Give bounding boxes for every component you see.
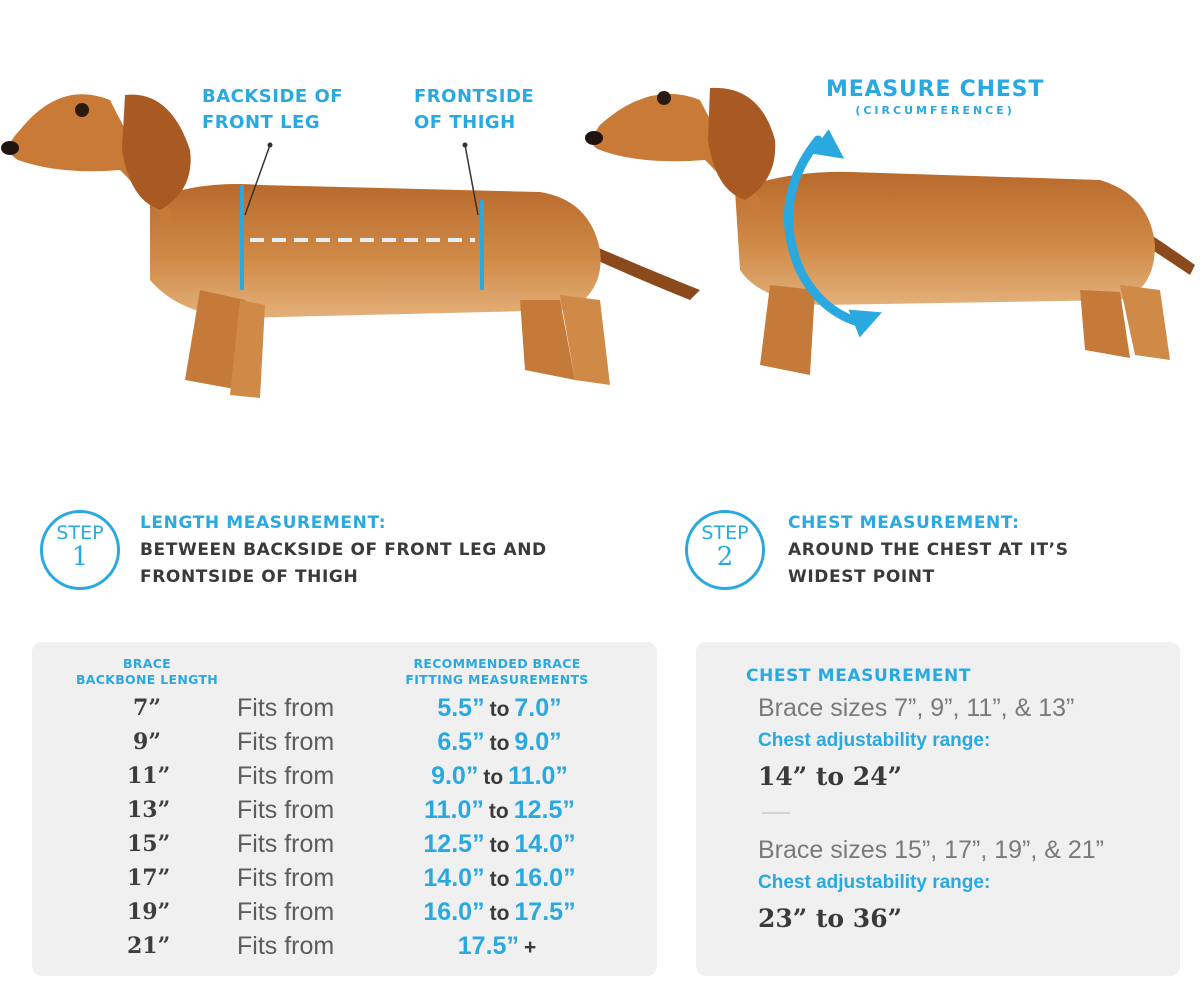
fit-range: [382, 898, 617, 927]
range-connector: to: [489, 732, 510, 755]
range-to: 16.0”: [514, 864, 576, 892]
brace-size: 11”: [127, 763, 171, 789]
step-word: STEP: [701, 522, 749, 544]
chest-group-1-sizes: Brace sizes 7”, 9”, 11”, & 13”: [758, 694, 1075, 722]
dachshund-right: [585, 88, 1195, 375]
fits-label: Fits from: [237, 728, 335, 756]
brace-size: 9”: [133, 729, 161, 755]
brace-size: 7”: [133, 695, 161, 721]
range-from: 5.5”: [437, 694, 485, 722]
step-2-title: CHEST MEASUREMENT:: [788, 513, 1020, 533]
fit-range: [382, 830, 617, 859]
header-line: BACKBONE LENGTH: [75, 672, 219, 687]
step-number: 2: [716, 542, 734, 572]
fits-label: Fits from: [237, 830, 335, 858]
callout-line: BACKSIDE OF: [202, 86, 344, 107]
range-from: 11.0”: [424, 796, 484, 824]
header-line: BRACE: [122, 656, 172, 671]
callout-line: FRONTSIDE: [414, 86, 535, 107]
brace-size: 15”: [127, 831, 171, 857]
range-connector: to: [489, 868, 510, 891]
table-row: [32, 692, 657, 726]
step-1-description: BETWEEN BACKSIDE OF FRONT LEG AND FRONTSIDE OF THIGH: [140, 540, 547, 587]
range-to: 7.0”: [514, 694, 562, 722]
fit-range: [382, 796, 617, 825]
brace-size: 13”: [127, 797, 171, 823]
range-to: 12.5”: [513, 796, 575, 824]
chest-group-2-range: 23” to 36”: [758, 904, 902, 933]
range-connector: to: [489, 834, 510, 857]
step-1-title: LENGTH MEASUREMENT:: [140, 513, 387, 533]
fits-label: Fits from: [237, 932, 335, 960]
range-connector: to: [489, 698, 510, 721]
fit-range: [382, 694, 617, 723]
range-to: 14.0”: [514, 830, 576, 858]
chest-group-1-range: 14” to 24”: [758, 762, 902, 791]
header-recommended-fitting: [372, 656, 622, 688]
chest-panel-title: CHEST MEASUREMENT: [746, 666, 972, 686]
fits-label: Fits from: [237, 796, 335, 824]
callout-measure-chest-title: MEASURE CHEST: [826, 77, 1045, 102]
range-from: 16.0”: [423, 898, 485, 926]
fit-range: [382, 762, 617, 791]
fits-label: Fits from: [237, 762, 335, 790]
range-from: 17.5”: [457, 932, 519, 960]
fits-label: Fits from: [237, 694, 335, 722]
fits-label: Fits from: [237, 898, 335, 926]
callout-backside-front-leg: [202, 84, 343, 136]
fit-range: [382, 864, 617, 893]
range-to: 9.0”: [514, 728, 562, 756]
callout-circumference: (CIRCUMFERENCE): [855, 104, 1015, 117]
chest-group-1-label: Chest adjustability range:: [758, 730, 991, 751]
range-connector: to: [483, 766, 504, 789]
brace-size: 19”: [127, 899, 171, 925]
table-row: [32, 726, 657, 760]
table-row: [32, 896, 657, 930]
step-1-text: [140, 510, 600, 591]
table-row: [32, 862, 657, 896]
dog-measurement-illustration: [0, 0, 1200, 430]
range-from: 14.0”: [423, 864, 485, 892]
range-from: 9.0”: [431, 762, 479, 790]
brace-size: 17”: [127, 865, 171, 891]
table-row: [32, 828, 657, 862]
range-connector: +: [523, 936, 537, 959]
header-line: FITTING MEASUREMENTS: [405, 672, 589, 687]
fit-range: [382, 932, 617, 961]
step-1-badge: [40, 510, 120, 590]
illustration-canvas: [0, 0, 1200, 430]
header-line: RECOMMENDED BRACE: [413, 656, 581, 671]
range-connector: to: [488, 800, 509, 823]
table-row: [32, 930, 657, 964]
callout-frontside-thigh: [414, 84, 534, 136]
callout-measure-chest: [826, 76, 1044, 118]
range-from: 12.5”: [423, 830, 485, 858]
range-connector: to: [489, 902, 510, 925]
chest-measurement-panel: [696, 642, 1180, 976]
step-2-description: AROUND THE CHEST AT IT’S WIDEST POINT: [788, 540, 1069, 587]
fits-label: Fits from: [237, 864, 335, 892]
fit-range: [382, 728, 617, 757]
brace-size: 21”: [127, 933, 171, 959]
table-row: [32, 760, 657, 794]
length-table-panel: [32, 642, 657, 976]
range-from: 6.5”: [437, 728, 485, 756]
table-row: [32, 794, 657, 828]
callout-line: FRONT LEG: [202, 112, 321, 133]
chest-group-2-sizes: Brace sizes 15”, 17”, 19”, & 21”: [758, 836, 1104, 864]
range-to: 11.0”: [508, 762, 568, 790]
callout-line: OF THIGH: [414, 112, 516, 133]
range-to: 17.5”: [514, 898, 576, 926]
chest-group-2-label: Chest adjustability range:: [758, 872, 991, 893]
step-2-text: [788, 510, 1108, 591]
step-2-badge: [685, 510, 765, 590]
header-brace-backbone-length: [52, 656, 242, 688]
divider: [762, 812, 790, 814]
step-number: 1: [71, 542, 89, 572]
step-word: STEP: [56, 522, 104, 544]
